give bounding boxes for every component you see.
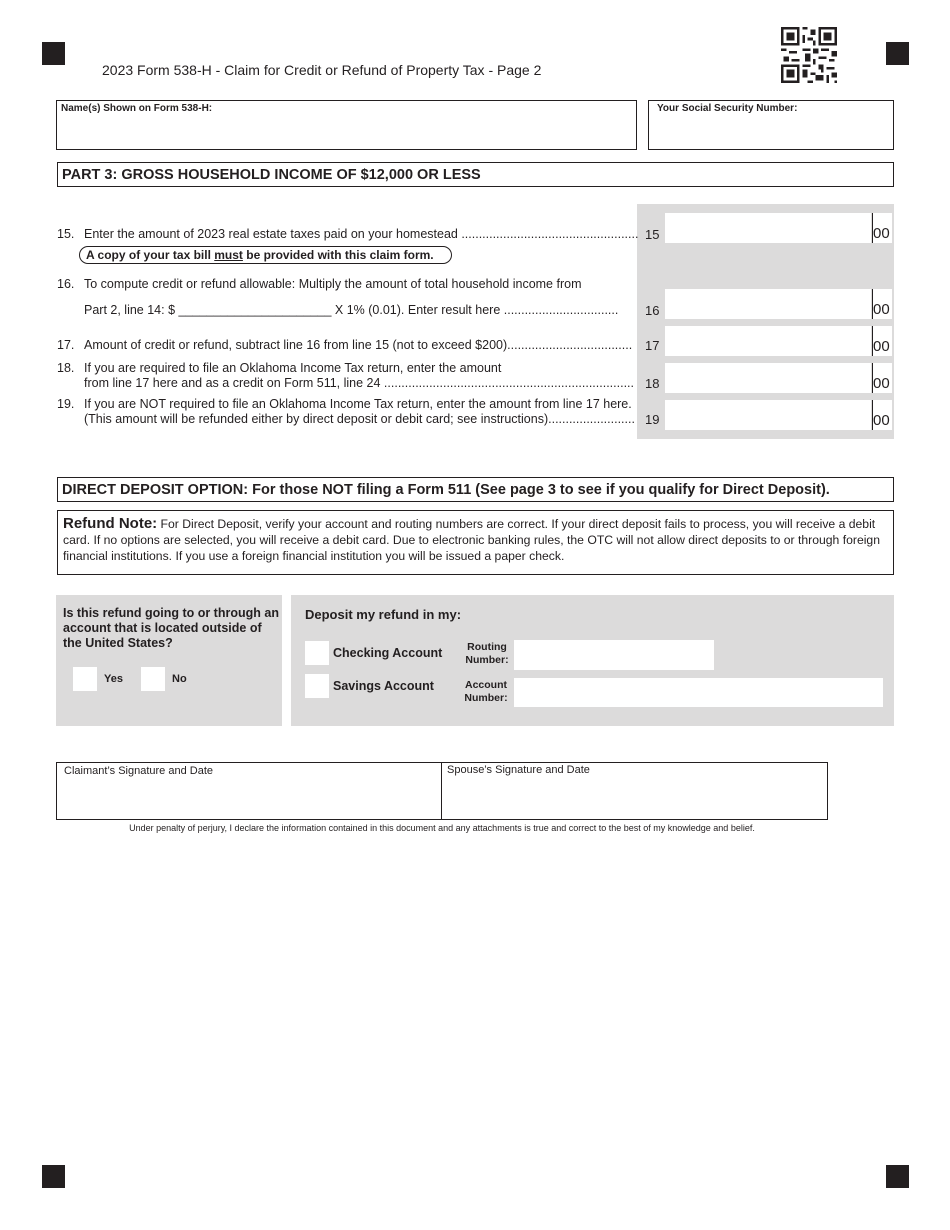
line-17-text: Amount of credit or refund, subtract line 16 from line 15 (not to exceed $200).................................... [84,338,633,352]
perjury-statement: Under penalty of perjury, I declare the information contained in this document and any attachments is true and correct to the best of my knowledge and belief. [129,823,755,833]
line-19-amount-input[interactable] [665,400,871,430]
ssn-field[interactable] [648,100,894,150]
line-19-cents: 00 [873,412,890,429]
registration-mark-bottom-left [42,1165,65,1188]
spouse-signature-label: Spouse’s Signature and Date [447,764,590,776]
line-16-number: 16. [57,277,75,291]
line-16-box-number: 16 [645,303,660,318]
routing-number-input[interactable] [514,640,714,670]
line-19-number: 19. [57,397,75,411]
line-17-cents: 00 [873,338,890,355]
line-19-text: If you are NOT required to file an Oklahoma Income Tax return, enter the amount from line 17 here. [84,397,632,411]
form-title: 2023 Form 538-H - Claim for Credit or Refund of Property Tax - Page 2 [102,62,542,78]
line-18-amount-input[interactable] [665,363,871,393]
line-16-text: To compute credit or refund allowable: Multiply the amount of total household income from [84,277,582,291]
line-18-text-2: from line 17 here and as a credit on Form 511, line 24 ........................................................................ [84,376,634,390]
names-label: Name(s) Shown on Form 538-H: [61,103,213,114]
refund-note [57,510,894,575]
direct-deposit-title: DIRECT DEPOSIT OPTION: For those NOT filing a Form 511 (See page 3 to see if you qualify for Direct Deposit). [57,477,894,502]
line-15-text: Enter the amount of 2023 real estate taxes paid on your homestead ................................................... [84,227,639,241]
savings-account-label: Savings Account [333,679,434,693]
account-number-input[interactable] [514,678,883,707]
yes-checkbox[interactable] [73,667,97,691]
line-15-amount-input[interactable] [665,213,871,243]
line-18-number: 18. [57,361,75,375]
line-18-cents: 00 [873,375,890,392]
part3-title: PART 3: GROSS HOUSEHOLD INCOME OF $12,000 OR LESS [57,162,894,187]
claimant-signature-label: Claimant’s Signature and Date [64,765,213,777]
account-number-label: Account Number: [464,679,508,704]
ssn-label: Your Social Security Number: [657,103,798,114]
foreign-account-question: Is this refund going to or through an account that is located outside of the United States? [63,606,279,650]
no-label: No [172,673,187,685]
no-checkbox[interactable] [141,667,165,691]
names-field[interactable] [56,100,637,150]
registration-mark-top-left [42,42,65,65]
line-19-box-number: 19 [645,412,660,427]
registration-mark-top-right [886,42,909,65]
line-16-cents: 00 [873,301,890,318]
line-15-cents: 00 [873,225,890,242]
checking-account-label: Checking Account [333,646,443,660]
tax-bill-note: A copy of your tax bill must be provided with this claim form. [79,246,452,264]
checking-account-checkbox[interactable] [305,641,329,665]
line-15-number: 15. [57,227,75,241]
line-19-text-2: (This amount will be refunded either by direct deposit or debit card; see instructions)......................... [84,412,635,426]
line-18-box-number: 18 [645,376,660,391]
line-16-amount-input[interactable] [665,289,871,319]
deposit-title: Deposit my refund in my: [305,607,462,622]
line-18-text: If you are required to file an Oklahoma Income Tax return, enter the amount [84,361,502,375]
yes-label: Yes [104,673,123,685]
registration-mark-bottom-right [886,1165,909,1188]
line-17-box-number: 17 [645,338,660,353]
line-15-box-number: 15 [645,227,660,242]
refund-note-heading: Refund Note: [63,515,158,532]
line-16-text-2: Part 2, line 14: $ ______________________ X 1% (0.01). Enter result here ................................. [84,303,619,317]
refund-note-text: For Direct Deposit, verify your account and routing numbers are correct. If your direct deposit fails to process, you will receive a debit card. If no options are selected, you will receive a debit card. Due to electronic banking rules, the OTC will not allow direct deposits to or through foreign financial institutions. If you use a foreign financial institution you will be issued a paper check. [63,517,880,563]
qr-code-icon [781,27,837,83]
line-17-amount-input[interactable] [665,326,871,356]
savings-account-checkbox[interactable] [305,674,329,698]
routing-number-label: Routing Number: [465,641,509,666]
line-17-number: 17. [57,338,75,352]
